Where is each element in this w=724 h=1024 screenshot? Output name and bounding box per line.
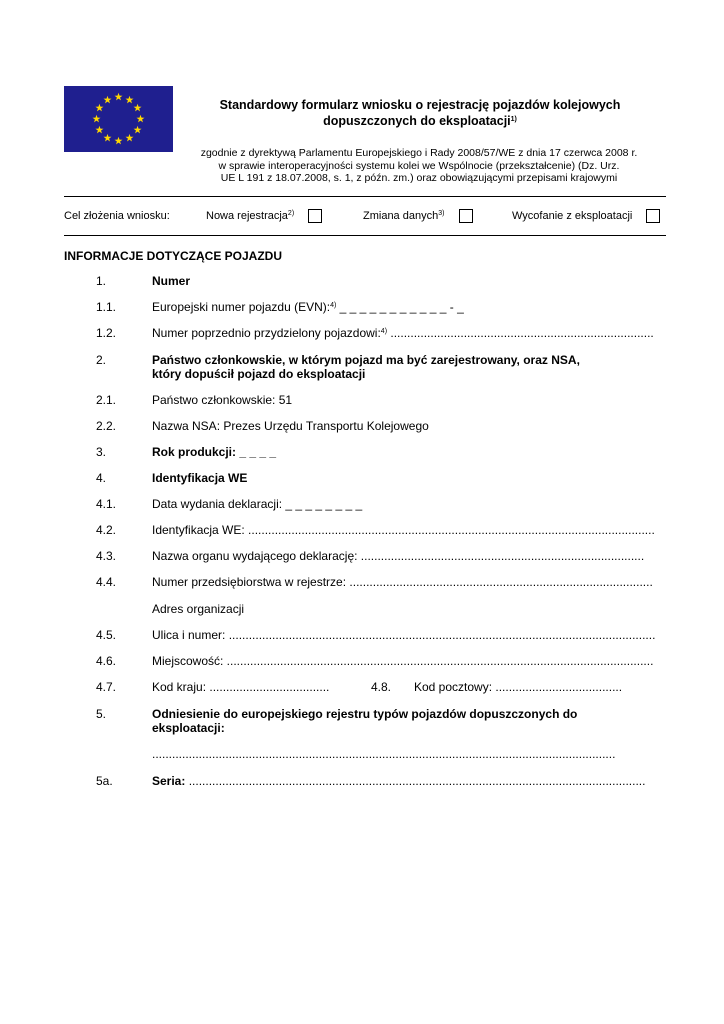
row-number: 3.: [96, 445, 107, 459]
nsa-name-value: Nazwa NSA: Prezes Urzędu Transportu Kolejowego: [152, 419, 429, 433]
ec-identification-field[interactable]: Identyfikacja WE: ..........................................................................................................................: [152, 523, 655, 537]
eu-flag-logo: [64, 86, 173, 152]
section-title: INFORMACJE DOTYCZĄCE POJAZDU: [64, 249, 283, 263]
star-icon: [95, 104, 103, 112]
evn-field[interactable]: Europejski numer pojazdu (EVN):$^{4)}$ _ _ _ _ _ _ _ _ _ _ _ - _: [152, 300, 464, 314]
option-withdrawal-label: Wycofanie z eksploatacji: [512, 210, 633, 222]
title-line-2: dopuszczonych do eksploatacji$^{1)}$: [323, 114, 517, 128]
production-year-field[interactable]: Rok produkcji: _ _ _ _: [152, 445, 277, 459]
star-icon: [126, 96, 134, 104]
row-label: Identyfikacja WE: [152, 471, 248, 485]
divider-bottom: [64, 235, 666, 236]
star-icon: [104, 96, 112, 104]
country-code-field[interactable]: Kod kraju: ....................................: [152, 680, 330, 694]
row-number: 5.: [96, 707, 107, 721]
row-number-4-8: 4.8.: [371, 680, 392, 694]
row-number: 2.: [96, 353, 107, 367]
row-label: Odniesienie do europejskiego rejestru typów pojazdów dopuszczonych do: [152, 707, 578, 721]
title-footnote: 1): [510, 116, 517, 123]
city-field[interactable]: Miejscowość: ................................................................................................................................: [152, 654, 654, 668]
row-label: Państwo członkowskie, w którym pojazd ma być zarejestrowany, oraz NSA,: [152, 353, 580, 367]
row-number: 2.1.: [96, 393, 117, 407]
row-number: 4.4.: [96, 575, 117, 589]
row-label-cont: eksploatacji:: [152, 721, 225, 735]
row-number: 4.3.: [96, 549, 117, 563]
row-number: 5a.: [96, 774, 113, 788]
new-registration-checkbox[interactable]: [308, 209, 322, 223]
row-number: 4.5.: [96, 628, 117, 642]
form-subtitle: [186, 147, 652, 185]
address-heading: Adres organizacji: [152, 602, 245, 616]
star-icon: [104, 134, 112, 142]
declaration-date-field[interactable]: Data wydania deklaracji: _ _ _ _ _ _ _ _: [152, 497, 363, 511]
option-data-change-label: Zmiana danych$^{3)}$: [363, 210, 445, 222]
title-line-1: Standardowy formularz wniosku o rejestrację pojazdów kolejowych: [219, 98, 621, 112]
row-label: Numer: [152, 274, 191, 288]
data-change-checkbox[interactable]: [459, 209, 473, 223]
star-icon: [134, 126, 142, 134]
row-number: 4.2.: [96, 523, 117, 537]
row-number: 2.2.: [96, 419, 117, 433]
divider-top: [64, 196, 666, 197]
subtitle-line-1: zgodnie z dyrektywą Parlamentu Europejskiego i Rady 2008/57/WE z dnia 17 czerwca 2008 r.: [200, 147, 638, 159]
row-number: 4.1.: [96, 497, 117, 511]
type-register-field[interactable]: ...........................................................................................................................................: [152, 747, 616, 761]
star-icon: [115, 93, 123, 101]
street-field[interactable]: Ulica i numer: ................................................................................................................................: [152, 628, 656, 642]
issuing-body-field[interactable]: Nazwa organu wydającego deklarację: .....................................................................................: [152, 549, 645, 563]
row-number: 4.: [96, 471, 107, 485]
postal-code-field[interactable]: Kod pocztowy: ......................................: [414, 680, 623, 694]
star-icon: [134, 104, 142, 112]
row-number: 4.7.: [96, 680, 117, 694]
star-icon: [137, 115, 145, 123]
withdrawal-checkbox[interactable]: [646, 209, 660, 223]
form-title: [190, 97, 650, 129]
company-register-number-field[interactable]: Numer przedsiębiorstwa w rejestrze: ...........................................................................................: [152, 575, 653, 589]
star-icon: [93, 115, 101, 123]
purpose-label: Cel złożenia wniosku:: [64, 210, 170, 222]
subtitle-line-2: w sprawie interoperacyjności systemu kolei we Wspólnocie (przekształcenie) (Dz. Urz.: [218, 159, 620, 172]
star-icon: [115, 137, 123, 145]
previous-number-field[interactable]: Numer poprzednio przydzielony pojazdowi:$^{4)}$ ...............................................................................: [152, 326, 654, 340]
series-field[interactable]: Seria: .........................................................................................................................................: [152, 774, 646, 788]
star-icon: [95, 126, 103, 134]
row-number: 1.2.: [96, 326, 117, 340]
row-number: 1.: [96, 274, 107, 288]
row-label-cont: który dopuścił pojazd do eksploatacji: [152, 367, 366, 381]
row-number: 4.6.: [96, 654, 117, 668]
row-number: 1.1.: [96, 300, 117, 314]
member-state-value: Państwo członkowskie: 51: [152, 393, 293, 407]
subtitle-line-3: UE L 191 z 18.07.2008, s. 1, z późn. zm.) oraz obowiązującymi przepisami krajowymi: [220, 172, 618, 184]
option-new-registration-label: Nowa rejestracja$^{2)}$: [206, 210, 295, 222]
star-icon: [126, 134, 134, 142]
